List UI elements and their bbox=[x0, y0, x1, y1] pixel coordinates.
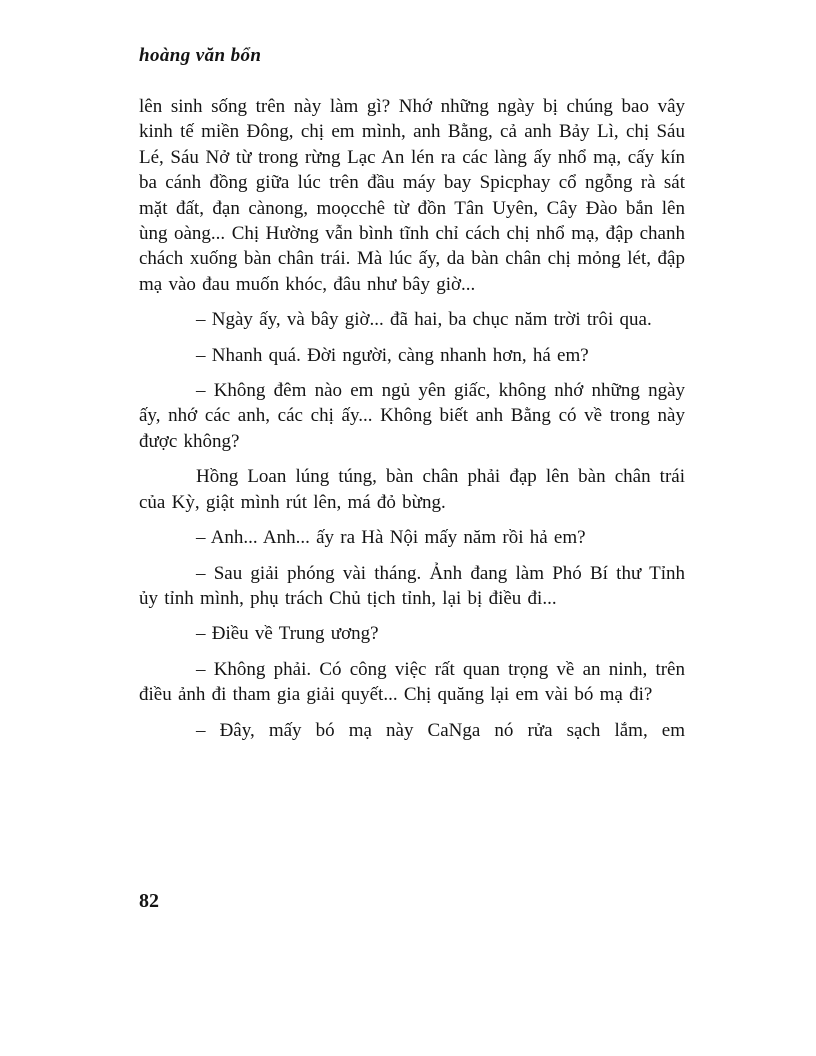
paragraph-dialogue: – Đây, mấy bó mạ này CaNga nó rửa sạch lắm, em bbox=[196, 719, 685, 741]
paragraph-dialogue: – Ngày ấy, và bây giờ... đã hai, ba chục năm trời trôi qua. bbox=[196, 309, 652, 331]
paragraph-dialogue: – Sau giải phóng vài tháng. Ảnh đang làm Phó Bí thư Tỉnh ủy tỉnh mình, phụ trách Chủ tịch tỉnh, lại bị điều đi... bbox=[139, 562, 685, 609]
page-body bbox=[139, 94, 685, 753]
paragraph-dialogue: – Không phải. Có công việc rất quan trọng về an ninh, trên điều ảnh đi tham gia giải quyết... Chị quăng lại em vài bó mạ đi? bbox=[139, 658, 685, 706]
paragraph-dialogue: – Điều về Trung ương? bbox=[196, 623, 379, 645]
paragraph-dialogue: – Nhanh quá. Đời người, càng nhanh hơn, há em? bbox=[196, 344, 589, 366]
paragraph-narration: Hồng Loan lúng túng, bàn chân phải đạp lên bàn chân trái của Kỳ, giật mình rút lên, má đỏ bừng. bbox=[139, 466, 685, 513]
paragraph-dialogue: – Anh... Anh... ấy ra Hà Nội mấy năm rồi hả em? bbox=[196, 527, 586, 549]
paragraph-dialogue: – Không đêm nào em ngủ yên giấc, không nhớ những ngày ấy, nhớ các anh, các chị ấy... Không biết anh Bằng có về trong này được không? bbox=[139, 380, 685, 452]
paragraph-continuation: lên sinh sống trên này làm gì? Nhớ những ngày bị chúng bao vây kinh tế miền Đông, chị em mình, anh Bằng, cả anh Bảy Lì, chị Sáu Lé, Sáu Nở từ trong rừng Lạc An lén ra các làng ấy nhổ mạ, cấy kín ba cánh đồng giữa lúc trên đầu máy bay Spicphay cổ ngỗng rà sát mặt đất, đạn cànong, moọcchê từ đồn Tân Uyên, Cây Đào bắn lên ùng oàng... Chị Hường vẫn bình tĩnh chỉ cách chị nhổ mạ, đập chanh chách xuống bàn chân trái. Mà lúc ấy, da bàn chân chị mỏng lét, đập mạ vào đau muốn khóc, đâu như bây giờ... bbox=[139, 96, 685, 295]
page-number: 82 bbox=[139, 890, 159, 912]
running-header-author: hoàng văn bổn bbox=[139, 45, 262, 66]
